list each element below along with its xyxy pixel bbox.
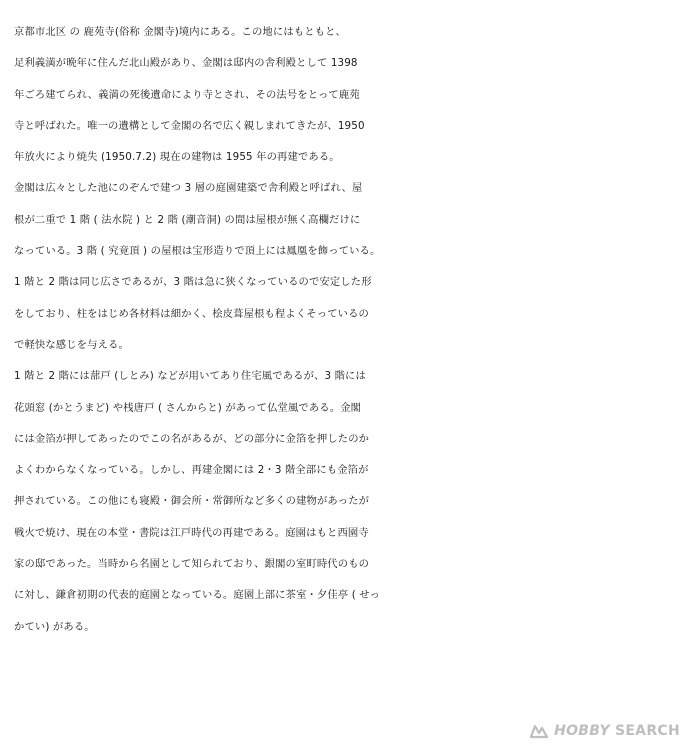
hobby-search-watermark [529, 723, 680, 739]
text-line-6: 金閣は広々とした池にのぞんで建つ 3 層の庭園建築で舎利殿と呼ばれ、屋 [14, 182, 363, 195]
text-line-13: 花頭窓 (かとうまど) や桟唐戸 ( さんからと) があって仏堂風である。金閣 [14, 401, 362, 414]
text-line-1: 京都市北区 の 鹿苑寺(俗称 金閣寺)境内にある。この地にはもともと、 [14, 26, 347, 38]
text-line-8: なっている。3 階 ( 究竟頂 ) の屋根は宝形造りで頂上には鳳凰を飾っている。 [14, 245, 381, 258]
text-line-20: かてい) がある。 [14, 620, 95, 633]
text-line-4: 寺と呼ばれた。唯一の遺構として金閣の名で広く親しまれてきたが、1950 [14, 119, 365, 132]
text-line-3: 年ごろ建てられ、義満の死後遺命により寺とされ、その法号をとって鹿苑 [14, 88, 360, 101]
text-line-12: 1 階と 2 階には蔀戸 (しとみ) などが用いてあり住宅風であるが、3 階には [14, 370, 366, 383]
text-line-9: 1 階と 2 階は同じ広さであるが、3 階は急に狭くなっているので安定した形 [14, 276, 372, 289]
text-line-14: には金箔が押してあったのでこの名があるが、どの部分に金箔を押したのか [14, 432, 370, 445]
text-line-10: をしており、柱をはじめ各材料は細かく、桧皮葺屋根も程よくそっているの [14, 307, 369, 320]
text-line-19: に対し、鎌倉初期の代表的庭園となっている。庭園上部に茶室・夕佳亭 ( せっ [14, 589, 380, 602]
text-line-2: 足利義満が晩年に住んだ北山殿があり、金閣は邸内の舎利殿として 1398 [14, 57, 358, 70]
text-line-17: 戦火で焼け、現在の本堂・書院は江戸時代の再建である。庭園はもと西園寺 [14, 526, 369, 539]
article-body [14, 17, 680, 643]
text-line-18: 家の邸であった。当時から名園として知られており、銀閣の室町時代のもの [14, 558, 370, 571]
watermark-search: SEARCH [614, 723, 680, 739]
hobby-search-logo-icon [529, 723, 549, 739]
text-line-11: で軽快な感じを与える。 [14, 338, 129, 351]
text-line-15: よくわからなくなっている。しかし、再建金閣には 2・3 階全部にも金箔が [14, 464, 369, 477]
text-line-16: 押されている。この他にも寝殿・御会所・常御所など多くの建物があったが [14, 495, 370, 508]
text-line-7: 根が二重で 1 階 ( 法水院 ) と 2 階 (潮音洞) の間は屋根が無く高欄だけに [14, 213, 361, 226]
text-line-5: 年放火により焼失 (1950.7.2) 現在の建物は 1955 年の再建である。 [14, 151, 340, 164]
watermark-brand: HOBBY [554, 723, 610, 739]
